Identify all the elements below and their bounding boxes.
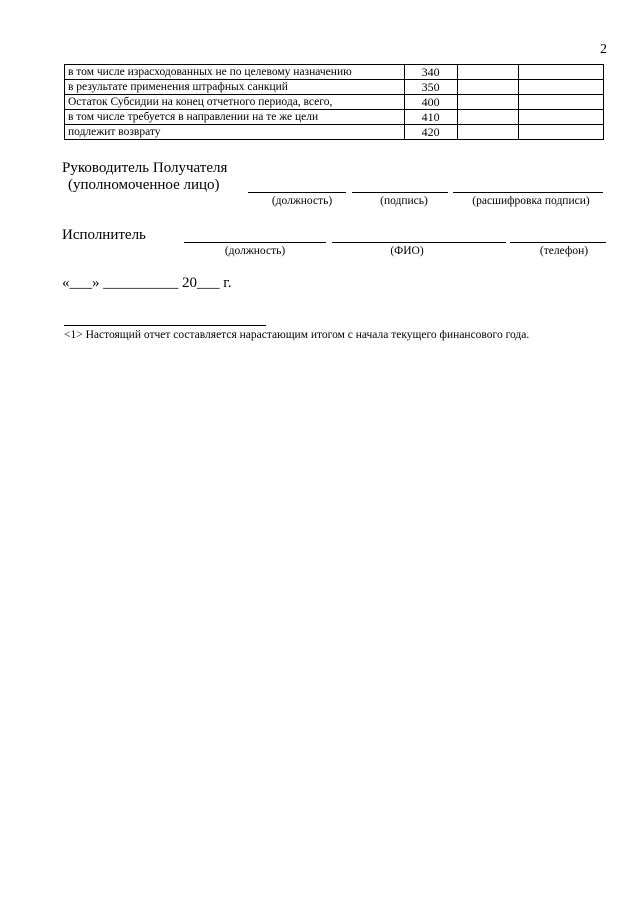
row-value-1 [457,95,518,110]
footnote-rule [64,325,266,326]
page-number: 2 [600,42,607,57]
date-line: «___» __________ 20___ г. [62,275,232,291]
executor-position-line [184,242,326,243]
row-value-1 [457,80,518,95]
row-value-2 [518,125,603,140]
report-table [64,64,604,140]
head-position-line [248,192,346,193]
head-caption-position: (должность) [271,195,333,207]
row-code: 400 [404,95,457,110]
executor-caption-phone: (телефон) [539,245,589,257]
head-caption-signature: (подпись) [380,195,428,207]
row-value-2 [518,110,603,125]
executor-title: Исполнитель [62,227,146,243]
head-caption-decoding: (расшифровка подписи) [472,195,590,207]
row-code: 410 [404,110,457,125]
head-title: Руководитель Получателя [62,160,228,176]
executor-caption-position: (должность) [224,245,286,257]
table-row [65,65,604,80]
row-label: подлежит возврату [65,125,405,140]
executor-caption-name: (ФИО) [390,245,424,257]
row-label: в том числе требуется в направлении на те же цели [65,110,405,125]
row-value-1 [457,110,518,125]
row-value-2 [518,80,603,95]
head-decoding-line [453,192,603,193]
table-row [65,125,604,140]
table-row [65,80,604,95]
row-code: 340 [404,65,457,80]
row-code: 420 [404,125,457,140]
executor-name-line [332,242,506,243]
row-label: Остаток Субсидии на конец отчетного периода, всего, [65,95,405,110]
row-value-2 [518,95,603,110]
row-label: в том числе израсходованных не по целевому назначению [65,65,405,80]
table-row [65,110,604,125]
head-signature-line [352,192,448,193]
row-value-1 [457,125,518,140]
table-row [65,95,604,110]
row-code: 350 [404,80,457,95]
footnote: <1> Настоящий отчет составляется нарастающим итогом с начала текущего финансового года. [64,329,530,341]
row-label: в результате применения штрафных санкций [65,80,405,95]
executor-phone-line [510,242,606,243]
row-value-1 [457,65,518,80]
head-subtitle: (уполномоченное лицо) [68,177,220,193]
row-value-2 [518,65,603,80]
